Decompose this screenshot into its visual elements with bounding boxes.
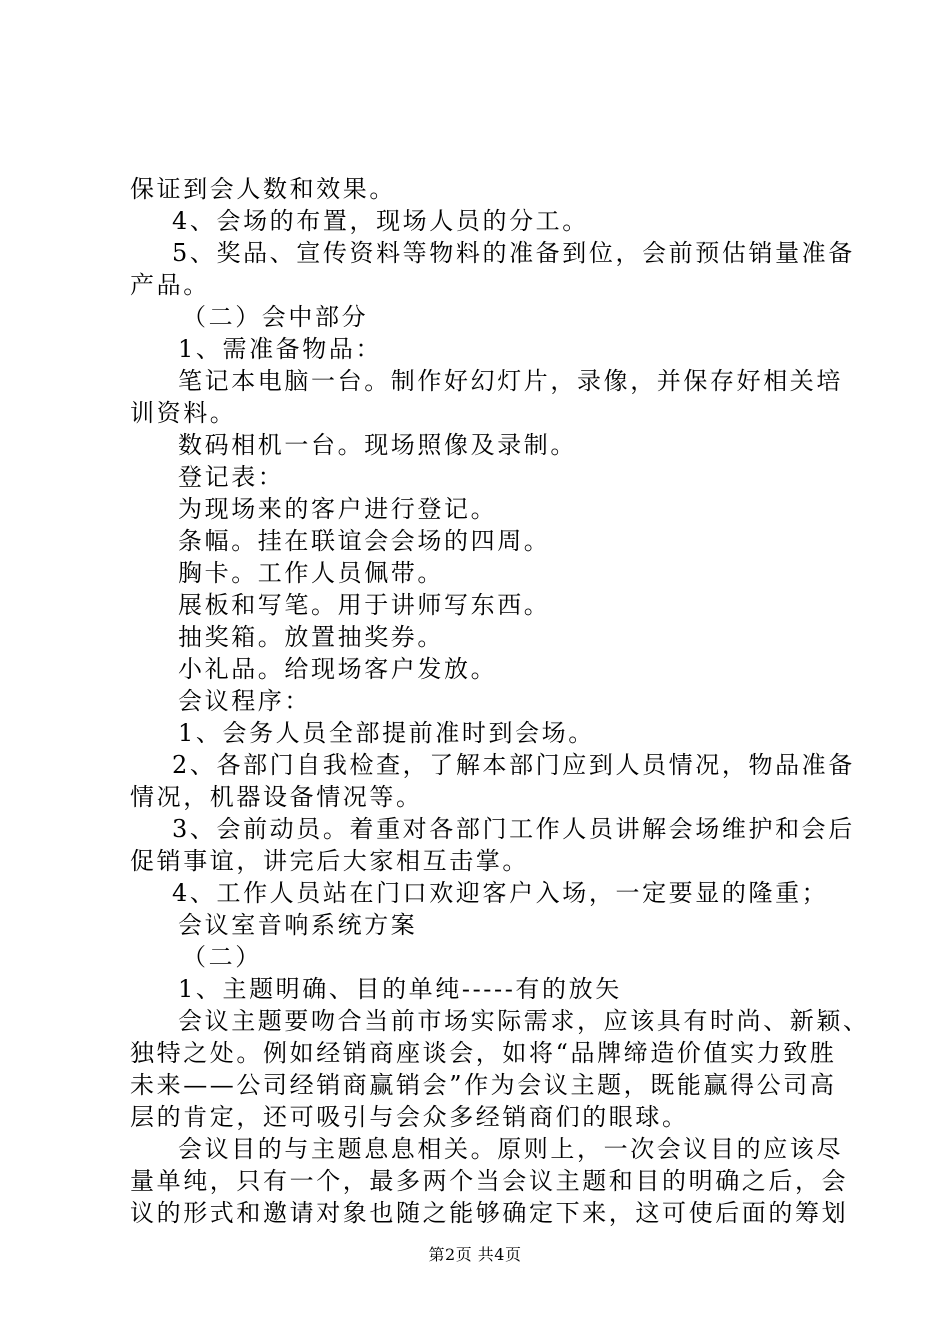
text-line: 条幅。挂在联谊会会场的四周。 bbox=[178, 527, 551, 555]
text-line: 胸卡。工作人员佩带。 bbox=[178, 559, 444, 587]
text-line: 训资料。 bbox=[130, 399, 237, 427]
text-line: 独特之处。例如经销商座谈会，如将“品牌缔造价值实力致胜 bbox=[130, 1039, 837, 1067]
text-line: 会议主题要吻合当前市场实际需求，应该具有时尚、新颖、 bbox=[178, 1007, 870, 1035]
document-body bbox=[130, 173, 870, 1229]
text-line: 1、会务人员全部提前准时到会场。 bbox=[178, 719, 595, 747]
text-line: 4、工作人员站在门口欢迎客户入场，一定要显的隆重； bbox=[172, 879, 829, 907]
text-line: 数码相机一台。现场照像及录制。 bbox=[178, 431, 577, 459]
text-line: 情况，机器设备情况等。 bbox=[130, 783, 423, 811]
text-line: （二） bbox=[182, 943, 262, 971]
text-line: 登记表： bbox=[178, 463, 285, 491]
text-line: 2、各部门自我检查，了解本部门应到人员情况，物品准备 bbox=[172, 751, 855, 779]
text-line: 产品。 bbox=[130, 271, 210, 299]
page-footer: 第2页 共4页 bbox=[428, 1245, 522, 1264]
text-line: 议的形式和邀请对象也随之能够确定下来，这可使后面的筹划 bbox=[130, 1199, 849, 1227]
text-line: 会议室音响系统方案 bbox=[178, 911, 418, 939]
text-line: 为现场来的客户进行登记。 bbox=[178, 495, 498, 523]
text-line: 1、主题明确、目的单纯-----有的放矢 bbox=[178, 975, 622, 1003]
text-line: 未来——公司经销商赢销会”作为会议主题，既能赢得公司高 bbox=[130, 1071, 837, 1099]
text-line: 3、会前动员。着重对各部门工作人员讲解会场维护和会后 bbox=[172, 815, 855, 843]
text-line: 笔记本电脑一台。制作好幻灯片，录像，并保存好相关培 bbox=[178, 367, 843, 395]
text-line: 量单纯，只有一个，最多两个当会议主题和目的明确之后，会 bbox=[130, 1167, 849, 1195]
text-line: 会议目的与主题息息相关。原则上，一次会议目的应该尽 bbox=[178, 1135, 843, 1163]
text-line: 促销事谊，讲完后大家相互击掌。 bbox=[130, 847, 529, 875]
text-line: 层的肯定，还可吸引与会众多经销商们的眼球。 bbox=[130, 1103, 689, 1131]
text-line: （二）会中部分 bbox=[182, 303, 369, 331]
text-line: 保证到会人数和效果。 bbox=[130, 175, 396, 203]
text-line: 1、需准备物品： bbox=[178, 335, 383, 363]
text-line: 小礼品。给现场客户发放。 bbox=[178, 655, 498, 683]
text-line: 展板和写笔。用于讲师写东西。 bbox=[178, 591, 551, 619]
text-line: 抽奖箱。放置抽奖券。 bbox=[178, 623, 444, 651]
text-line: 会议程序： bbox=[178, 687, 311, 715]
text-line: 5、奖品、宣传资料等物料的准备到位，会前预估销量准备 bbox=[172, 239, 855, 267]
text-line: 4、会场的布置，现场人员的分工。 bbox=[172, 207, 589, 235]
